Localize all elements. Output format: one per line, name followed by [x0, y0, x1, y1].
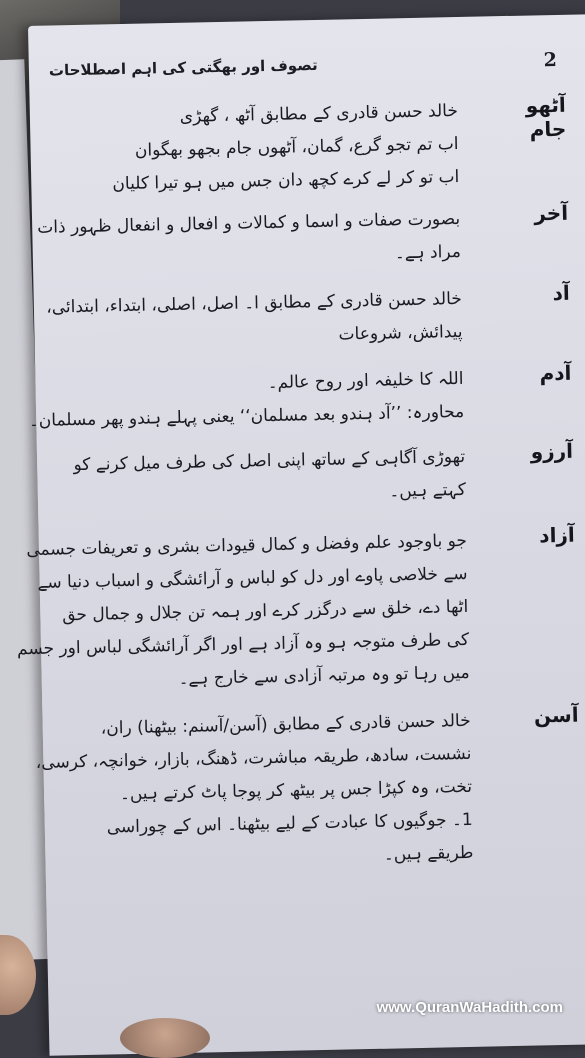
entry-term: آدم — [539, 360, 572, 386]
definition-line: محاورہ: ’’آد ہندو بعد مسلمان‘‘ یعنی پہلے ہندو پھر مسلمان۔ — [28, 401, 465, 432]
definition-line: نشست، سادھ، طریقہ مباشرت، ڈھنگ، بازار، خوانچہ، کرسی، — [35, 743, 472, 773]
entry-definition — [38, 95, 460, 203]
definition-line: کہتے ہیں۔ — [389, 479, 467, 502]
glossary-entries — [16, 92, 585, 954]
definition-line: خالد حسن قادری کے مطابق ا۔ اصل، اصلی، ابتداء، ابتدائی، — [46, 288, 463, 318]
definition-line: مراد ہے۔ — [394, 241, 462, 264]
definition-line: خالد حسن قادری کے مطابق (آسن/آسنم: بیٹھنا) ران، — [100, 710, 471, 739]
entry-definition — [16, 525, 470, 699]
definition-line: طریقے ہیں۔ — [383, 842, 474, 865]
definition-line: اللہ کا خلیفہ اور روح عالم۔ — [267, 368, 464, 394]
entry-term: آرزو — [530, 438, 574, 464]
entry-definition — [45, 441, 466, 516]
definition-line: اب تم تجو گرع، گمان، آٹھوں جام بجھو بھگوان — [134, 134, 459, 161]
running-header: تصوف اور بھگتی کی اہم اصطلاحات — [48, 55, 318, 80]
watermark-url: www.QuranWaHadith.com — [376, 999, 563, 1016]
glossary-entry — [35, 702, 582, 865]
glossary-entry — [16, 522, 579, 689]
definition-line: تخت، وہ کپڑا جس پر بیٹھ کر پوجا پاٹ کرتے ہیں۔ — [119, 776, 473, 805]
glossary-entry — [37, 438, 577, 502]
definition-line: پیدائش، شروعات — [338, 321, 463, 345]
definition-line: بصورت صفات و اسما و کمالات و افعال و انفعال ظہور ذات — [37, 208, 461, 238]
definition-line: اٹھا دے، خلق سے درگزر کرے اور ہمہ تن جلال و جمال حق — [62, 596, 469, 626]
definition-line: 1۔ جوگیوں کا عبادت کے لیے بیٹھنا۔ اس کے چوراسی — [106, 809, 473, 838]
definition-line: جو باوجود علم وفضل و کمال قیودات بشری و تعریفات جسمی — [26, 530, 468, 561]
entry-definition — [42, 283, 463, 358]
definition-line: خالد حسن قادری کے مطابق آٹھ ، گھڑی — [179, 101, 459, 127]
definition-line: کی طرف متوجہ ہو وہ آزاد ہے اور اگر آرائشگی لباس اور جسم — [16, 629, 470, 660]
fingertip — [120, 1018, 210, 1058]
entry-definition — [35, 705, 474, 879]
entry-definition — [28, 363, 465, 438]
entry-term: آد — [552, 280, 570, 306]
entry-definition — [37, 203, 462, 278]
definition-line: میں رہا تو وہ مرتبہ آزادی سے خارج ہے۔ — [178, 662, 470, 689]
entry-term: آزاد — [539, 522, 576, 548]
glossary-entry — [28, 360, 575, 432]
definition-line: سے خلاصی پاوے اور دل کو لباس و آرائشگی و اسباب دنیا سے — [37, 563, 468, 593]
definition-line: اب تو کر لے کرے کچھ دان جس میں ہو تیرا کلیان — [112, 167, 460, 195]
glossary-entry — [34, 280, 574, 345]
entry-term: آخر — [534, 200, 569, 226]
entry-term: آٹھو جام — [525, 92, 567, 142]
page-number: 2 — [543, 48, 558, 72]
glossary-entry — [30, 92, 570, 195]
entry-term: آسن — [533, 702, 579, 728]
book-page — [16, 14, 585, 1056]
definition-line: تھوڑی آگاہی کے ساتھ اپنی اصل کی طرف میل کرنے کو — [73, 446, 466, 476]
glossary-entry — [32, 200, 572, 264]
